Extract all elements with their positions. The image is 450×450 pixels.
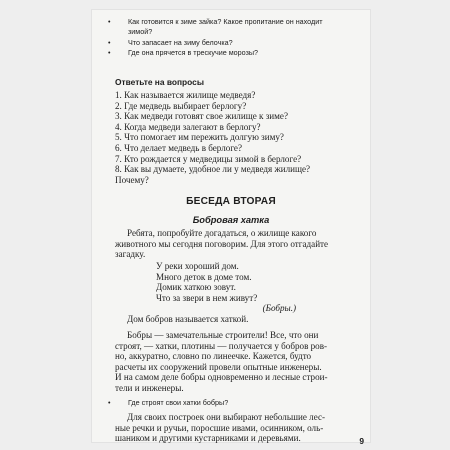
text-line: Дом бобров называется хаткой. [127, 314, 249, 324]
page-number: 9 [359, 436, 364, 446]
builders-paragraph [92, 330, 370, 394]
rivers-paragraph [92, 412, 370, 444]
bullet-text: Где строят свои хатки бобры? [128, 398, 229, 407]
question-item: 3. Как медведи готовят свое жилище к зиме? [115, 111, 289, 122]
top-bullet-list [92, 17, 370, 59]
question-item: 8. Как вы думаете, удобное ли у медведя жилище? [115, 164, 311, 175]
bullet-item [92, 398, 370, 408]
question-item: 6. Что делает медведь в берлоге? [115, 142, 243, 153]
text-line: тели и инженеры. [115, 382, 184, 393]
bullet-icon: • [108, 37, 111, 47]
poem-line: Что за звери в нем живут? [156, 292, 258, 303]
text-line: строят, — хатки, плотины — получается у бобров ров- [115, 340, 328, 351]
text-line: ные речки и ручьи, поросшие ивами, осинником, оль- [115, 422, 324, 433]
text-line: расчеты их сооружений провели опытные инженеры. [115, 361, 322, 372]
bullet-icon: • [108, 48, 111, 58]
bullet-text: Что запасает на зиму белочка? [128, 37, 233, 47]
answer-heading: Ответьте на вопросы [115, 77, 204, 87]
poem-line: Много деток в доме том. [156, 271, 252, 282]
section-title: БЕСЕДА ВТОРАЯ [186, 196, 276, 207]
poem-line: Домик хаткою зовут. [156, 282, 236, 293]
question-item: 1. Как называется жилище медведя? [115, 90, 256, 100]
bullet-text: Где она прячется в трескучие морозы? [128, 48, 259, 58]
bullet-icon: • [108, 17, 111, 26]
riddle-answer: (Бобры.) [262, 303, 296, 314]
text-line: загадку. [115, 249, 146, 260]
poem-line: У реки хороший дом. [156, 261, 239, 271]
bullet-item [92, 17, 370, 38]
question-item: 7. Кто рождается у медведицы зимой в берлоге? [115, 153, 302, 164]
text-line: И на самом деле бобры одновременно и лесные строи- [115, 372, 328, 383]
bullet-text: Как готовится к зиме зайка? Какое пропитание он находит [128, 17, 323, 26]
question-item: 2. Где медведь выбирает берлогу? [115, 100, 247, 111]
book-page [92, 10, 370, 446]
mid-bullet [92, 398, 370, 408]
bullet-text: зимой? [128, 27, 153, 37]
house-paragraph [92, 314, 370, 325]
text-line: Бобры — замечательные строители! Все, что они [127, 330, 319, 340]
riddle-poem [92, 261, 370, 314]
intro-paragraph [92, 228, 370, 260]
question-item: 4. Когда медведи залегают в берлогу? [115, 121, 261, 132]
section-subtitle: Бобровая хатка [192, 215, 270, 225]
bullet-item [92, 38, 370, 48]
bullet-item [92, 48, 370, 58]
text-line: животного мы сегодня поговорим. Для этого отгадайте [115, 238, 329, 249]
question-item: Почему? [115, 174, 149, 185]
text-line: Для своих построек они выбирают небольшие лес- [127, 412, 326, 422]
question-item: 5. Что помогает им пережить долгую зиму? [115, 132, 284, 143]
question-list [92, 90, 370, 185]
text-line: шаником и другими кустарниками и деревьями. [115, 433, 301, 444]
bullet-icon: • [108, 398, 111, 407]
text-line: но, аккуратно, словно по линеечке. Кажется, будто [115, 351, 312, 362]
text-line: Ребята, попробуйте догадаться, о жилище какого [127, 228, 317, 238]
